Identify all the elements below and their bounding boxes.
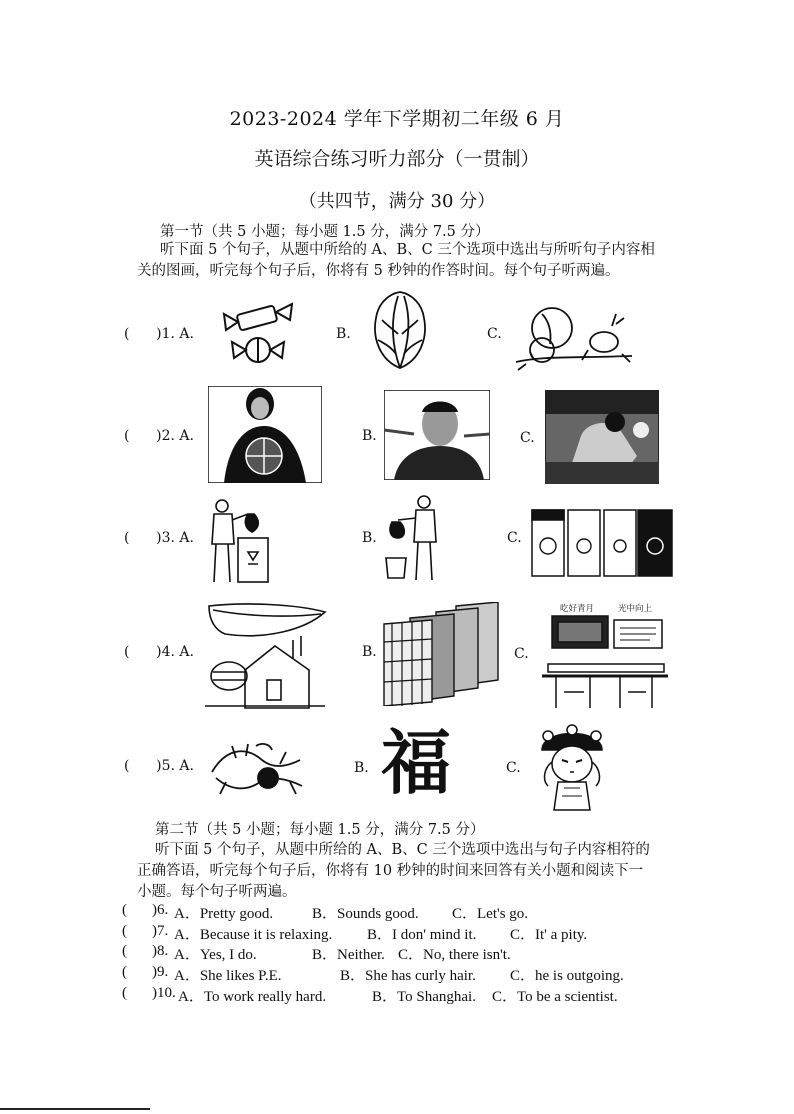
man-recycling-image <box>204 498 274 584</box>
fruit-branch-image <box>512 300 637 372</box>
exam-title: 2023-2024 学年下学期初二年级 6 月 <box>229 108 565 130</box>
q2-option-c-label: C. <box>520 430 535 446</box>
answer-paren: ( <box>122 985 127 1001</box>
section1-intro-line1: 听下面 5 个句子，从题中所给的 A、B、C 三个选项中选出与所听句子内容相 <box>160 242 655 258</box>
option-a: A．Pretty good. <box>174 906 274 922</box>
section1-heading: 第一节（共 5 小题；每小题 1.5 分，满分 7.5 分） <box>160 224 490 240</box>
section1-intro-line2: 关的图画，听完每个句子后，你将有 5 秒钟的作答时间。每个句子听两遍。 <box>137 263 620 279</box>
q2-option-b-label: B. <box>362 428 377 444</box>
section2-intro-line1: 听下面 5 个句子，从题中所给的 A、B、C 三个选项中选出与句子内容相符的 <box>155 842 650 858</box>
option-a: A．To work really hard. <box>178 989 327 1005</box>
tea-house-image <box>205 600 327 712</box>
athlete-portrait-image <box>384 390 490 480</box>
section2-intro-line2: 正确答语，听完每个句子后，你将有 10 秒钟的时间来回答有关小题和阅读下一 <box>137 863 644 879</box>
cabbage-image <box>364 290 436 370</box>
poster-text-left: 吃好青月 <box>560 604 595 614</box>
q3-option-c-label: C. <box>507 530 522 546</box>
question-number: )7. <box>152 923 169 939</box>
q1-option-c-label: C. <box>487 326 502 342</box>
question-3-label: ( )3. A. <box>124 530 194 546</box>
q4-option-c-label: C. <box>514 646 529 662</box>
dragon-image <box>206 738 310 798</box>
q1-option-b-label: B. <box>336 326 351 342</box>
poster-text-right: 光中向上 <box>618 604 653 614</box>
question-2-label: ( )2. A. <box>124 428 194 444</box>
q4-option-b-label: B. <box>362 644 377 660</box>
table-tennis-player-image <box>545 390 659 484</box>
option-a: A．She likes P.E. <box>174 968 282 984</box>
option-c: C．he is outgoing. <box>510 968 624 984</box>
basketball-player-image <box>208 386 322 483</box>
answer-paren: ( <box>122 923 127 939</box>
peking-opera-image <box>528 722 616 812</box>
sorted-bins-image <box>530 506 674 578</box>
candy-image <box>218 298 298 368</box>
answer-paren: ( <box>122 943 127 959</box>
option-c: C．It' a pity. <box>510 927 588 943</box>
q5-option-c-label: C. <box>506 760 521 776</box>
option-b: B．I don' mind it. <box>367 927 477 943</box>
question-number: )9. <box>152 964 169 980</box>
option-c: C．To be a scientist. <box>492 989 618 1005</box>
option-c: C．Let's go. <box>452 906 529 922</box>
option-b: B．She has curly hair. <box>340 968 476 984</box>
answer-paren: ( <box>122 964 127 980</box>
bottom-rule <box>0 1108 150 1110</box>
option-b: B．Sounds good. <box>312 906 419 922</box>
question-number: )8. <box>152 943 169 959</box>
question-number: )6. <box>152 902 169 918</box>
option-a: A．Yes, I do. <box>174 947 257 963</box>
q3-option-b-label: B. <box>362 530 377 546</box>
fu-character-image: 福 <box>381 721 451 804</box>
question-5-label: ( )5. A. <box>124 758 194 774</box>
q5-option-b-label: B. <box>354 760 369 776</box>
section2-intro-line3: 小题。每个句子听两遍。 <box>137 884 297 900</box>
bookshelves-image <box>382 602 502 706</box>
man-with-trash-bag-image <box>382 494 446 582</box>
option-b: B．Neither. <box>312 947 385 963</box>
question-1-label: ( )1. A. <box>124 326 194 342</box>
answer-paren: ( <box>122 902 127 918</box>
section2-heading: 第二节（共 5 小题；每小题 1.5 分，满分 7.5 分） <box>155 822 485 838</box>
option-b: B．To Shanghai. <box>372 989 476 1005</box>
question-number: )10. <box>152 985 176 1001</box>
exam-subtitle: 英语综合练习听力部分（一贯制） <box>254 148 540 170</box>
option-a: A．Because it is relaxing. <box>174 927 333 943</box>
option-c: C．No, there isn't. <box>398 947 511 963</box>
classroom-image <box>540 614 670 710</box>
exam-score-note: （共四节，满分 30 分） <box>298 191 496 212</box>
question-4-label: ( )4. A. <box>124 644 194 660</box>
